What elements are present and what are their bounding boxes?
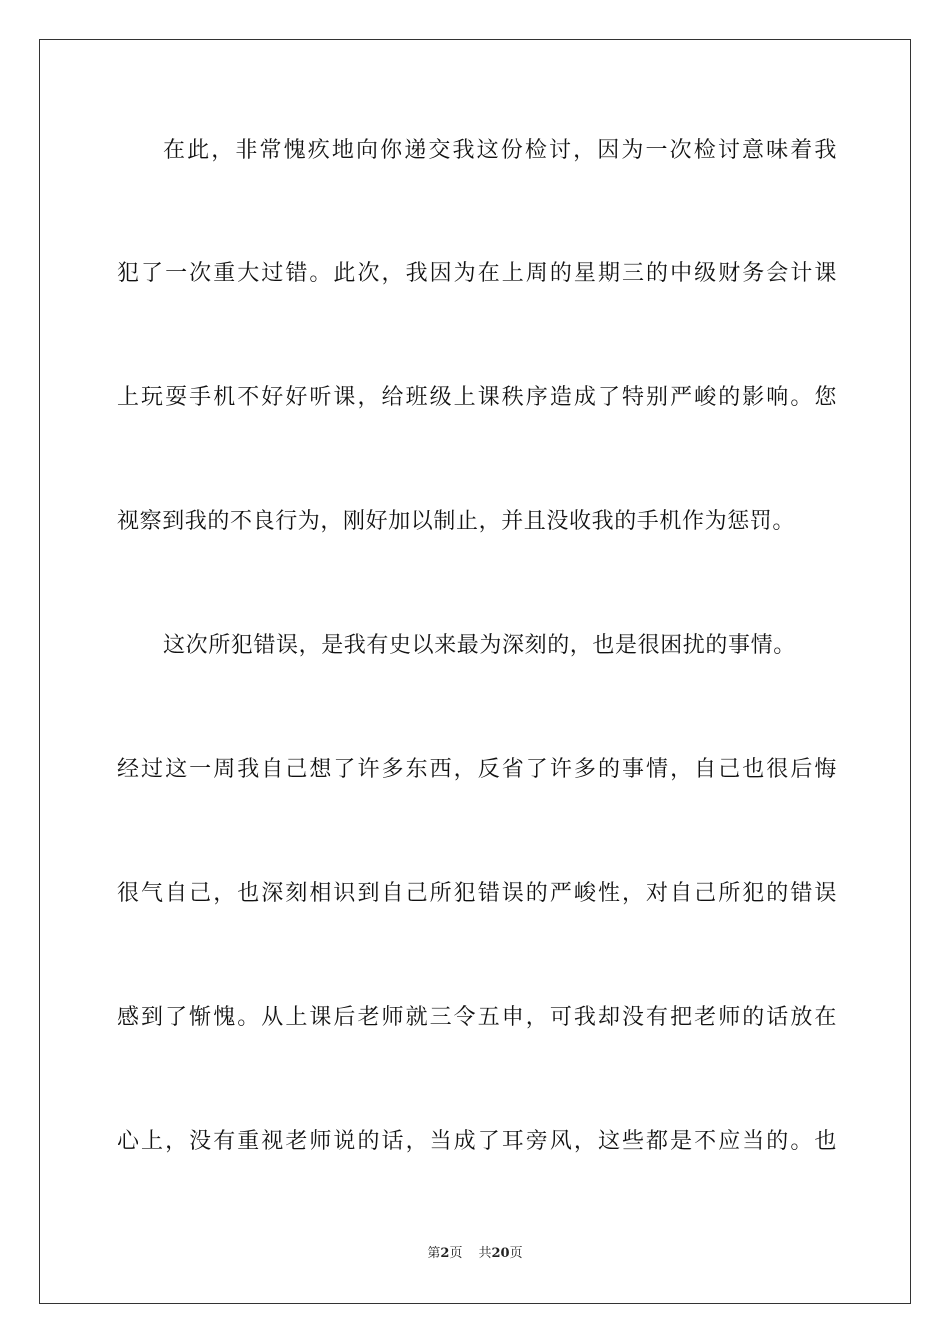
paragraph-1-line-3: 上玩耍手机不好好听课，给班级上课秩序造成了特别严峻的影响。您 [117,385,837,410]
total-prefix: 共 [478,1246,492,1261]
page-number: 2 [440,1246,450,1261]
page-suffix: 页 [449,1246,463,1261]
paragraph-2-line-3: 很气自己，也深刻相识到自己所犯错误的严峻性，对自己所犯的错误 [117,881,837,906]
paragraph-1-line-4: 视察到我的不良行为，刚好加以制止，并且没收我的手机作为惩罚。 [117,509,796,534]
paragraph-2-line-5: 心上，没有重视老师说的话，当成了耳旁风，这些都是不应当的。也 [117,1129,837,1154]
page-prefix: 第 [427,1246,441,1261]
paragraph-1-line-2: 犯了一次重大过错。此次，我因为在上周的星期三的中级财务会计课 [117,261,837,286]
paragraph-2-line-4: 感到了惭愧。从上课后老师就三令五申，可我却没有把老师的话放在 [117,1005,837,1030]
page-border [39,39,911,1304]
paragraph-2-line-2: 经过这一周我自己想了许多东西，反省了许多的事情，自己也很后悔 [117,757,837,782]
page-footer [0,1245,950,1263]
total-pages: 20 [491,1246,510,1261]
paragraph-2-line-1: 这次所犯错误，是我有史以来最为深刻的，也是很困扰的事情。 [163,633,796,658]
paragraph-1-line-1: 在此，非常愧疚地向你递交我这份检讨，因为一次检讨意味着我 [163,138,837,163]
total-suffix: 页 [509,1246,523,1261]
